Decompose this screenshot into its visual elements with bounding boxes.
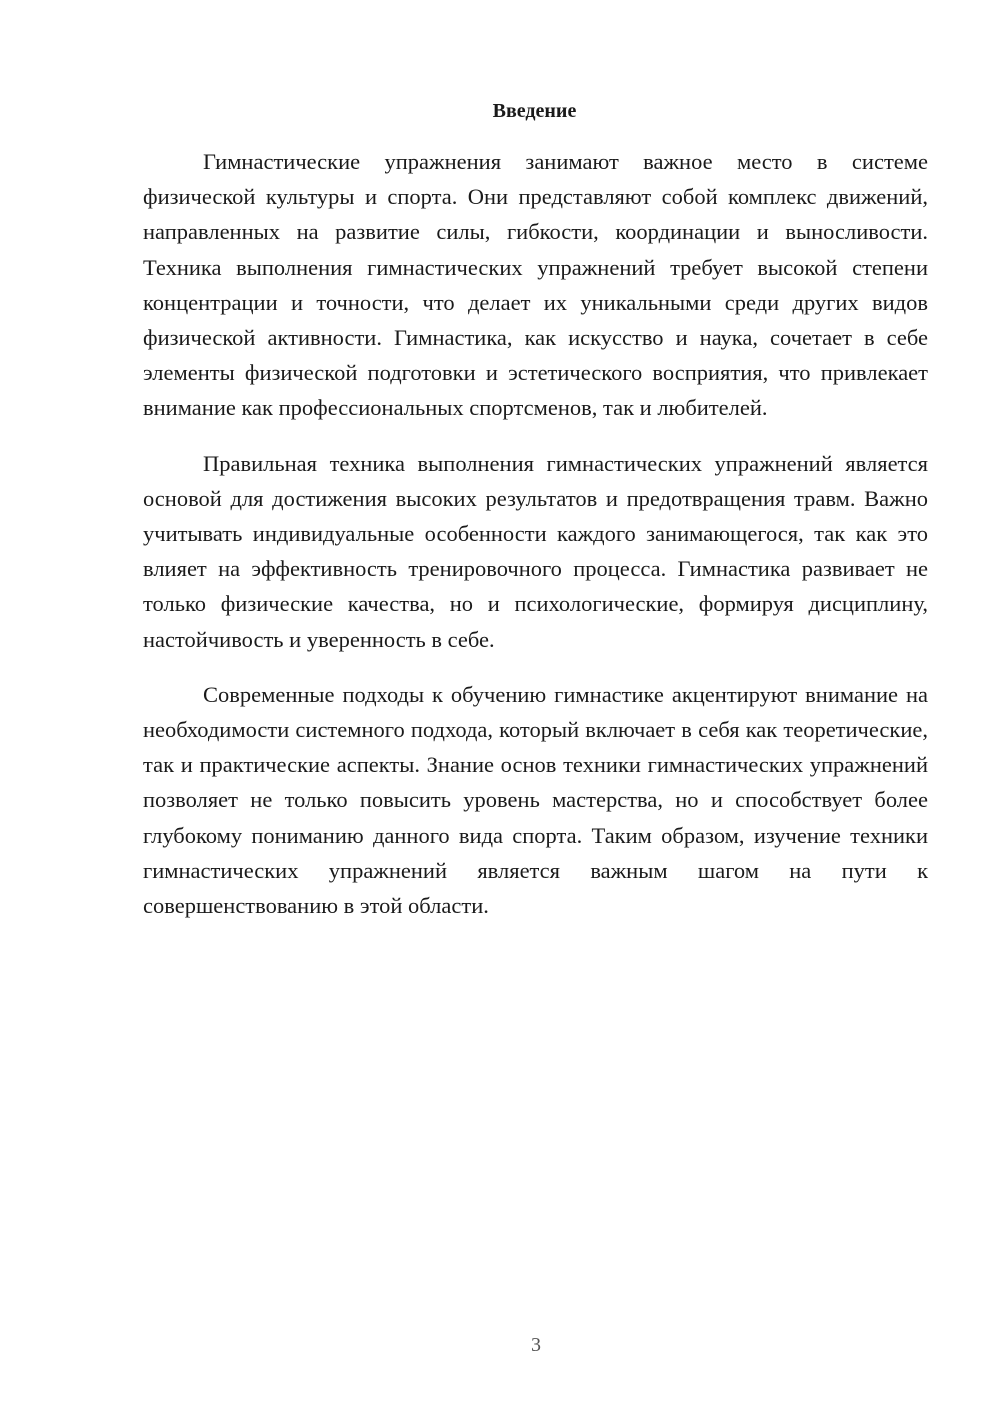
paragraph: Современные подходы к обучению гимнастике акцентируют внимание на необходимости системного подхода, который включает в себя как теоретические, так и практические аспекты. Знание основ техники гимнастических упражнений позволяет не только повысить уровень мастерства, но и способствует более глубокому пониманию данного вида спорта. Таким образом, изучение техники гимнастических упражнений является важным шагом на пути к совершенствованию в этой области. xyxy=(143,681,928,919)
body-text xyxy=(143,144,928,943)
page-number: 3 xyxy=(531,1334,541,1356)
section-heading: Введение xyxy=(492,100,577,122)
paragraph: Правильная техника выполнения гимнастических упражнений является основой для достижения высоких результатов и предотвращения травм. Важно учитывать индивидуальные особенности каждого занимающегося, так как это влияет на эффективность тренировочного процесса. Гимнастика развивает не только физические качества, но и психологические, формируя дисциплину, настойчивость и уверенность в себе. xyxy=(143,450,928,652)
paragraph: Гимнастические упражнения занимают важное место в системе физической культуры и спорта. Они представляют собой комплекс движений, направленных на развитие силы, гибкости, координации и выносливости. Техника выполнения гимнастических упражнений требует высокой степени концентрации и точности, что делает их уникальными среди других видов физической активности. Гимнастика, как искусство и наука, сочетает в себе элементы физической подготовки и эстетического восприятия, что привлекает внимание как профессиональных спортсменов, так и любителей. xyxy=(143,149,928,421)
